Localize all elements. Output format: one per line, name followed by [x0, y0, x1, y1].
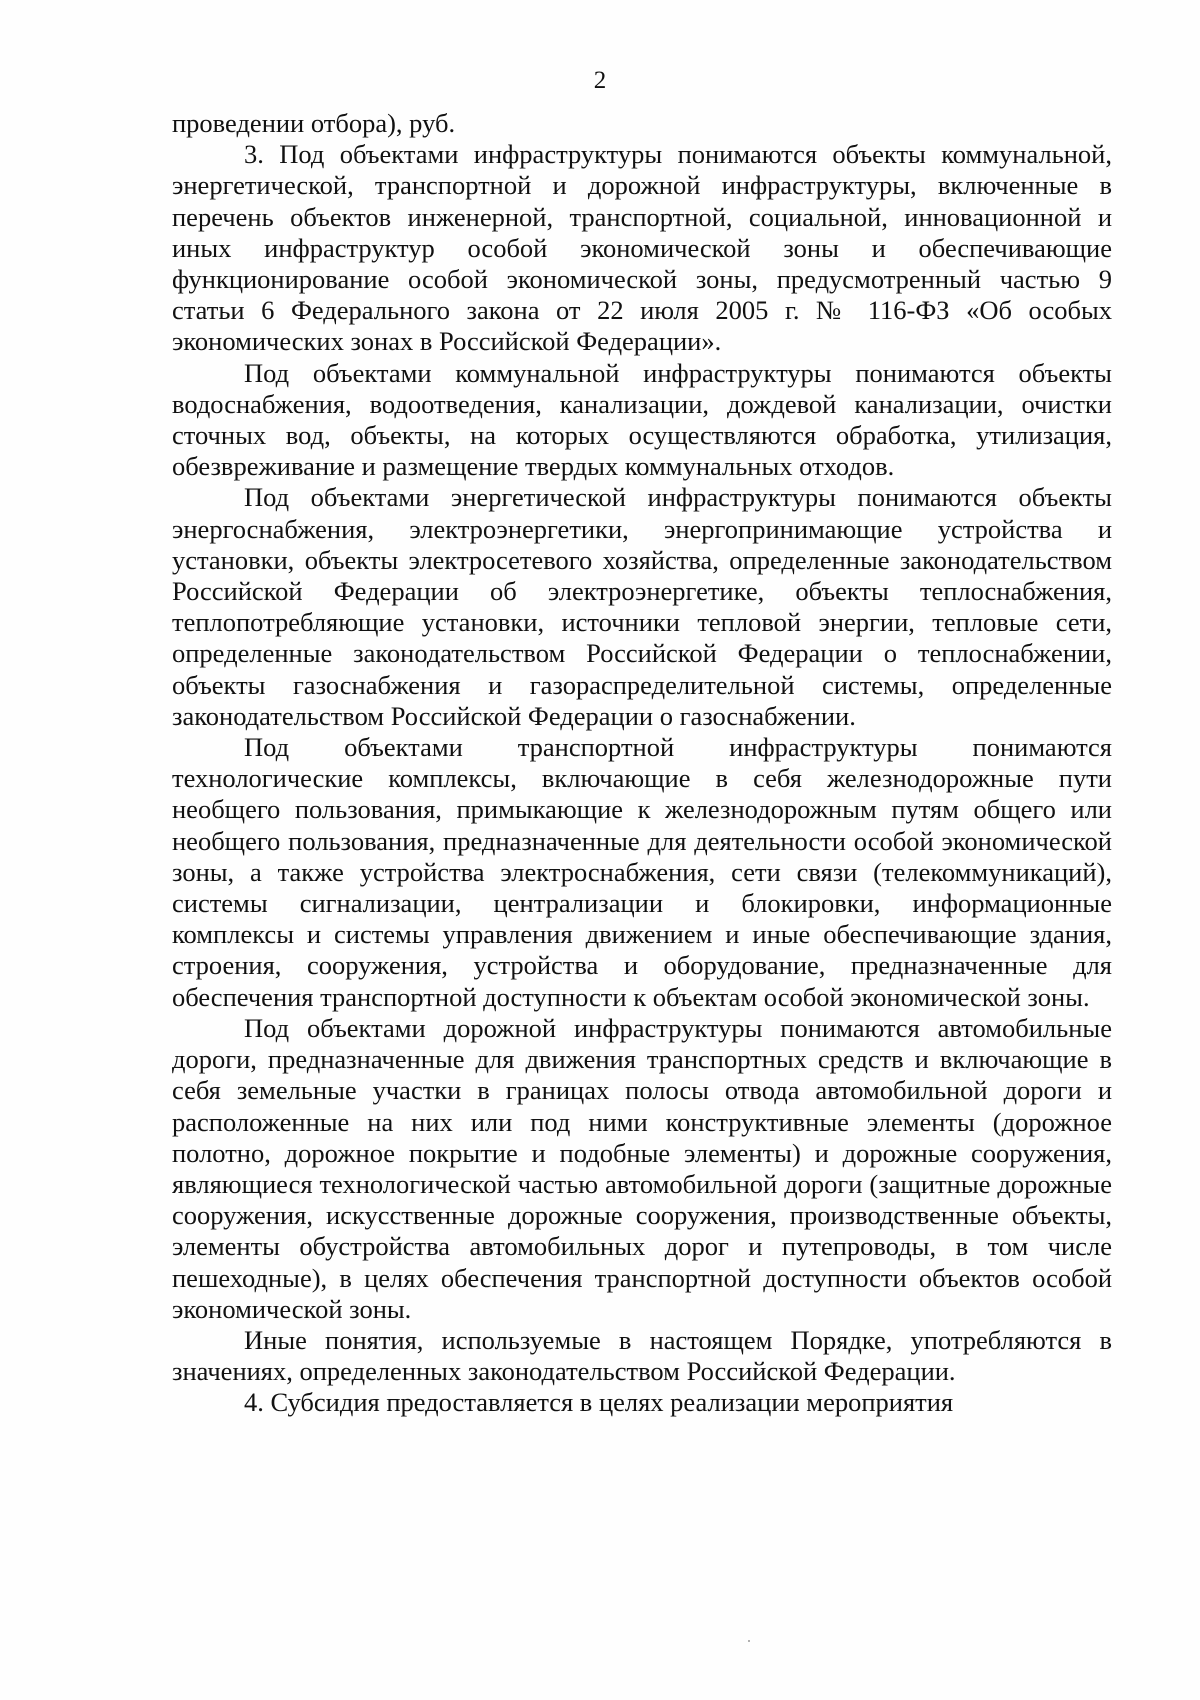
- page-number: 2: [593, 67, 607, 94]
- document-body: [172, 108, 1112, 1419]
- scan-artifact-dot: [748, 1640, 750, 1642]
- paragraph-item-3-infrastructure: 3. Под объектами инфраструктуры понимаются объекты коммунальной, энергетической, транспортной и дорожной инфраструктуры, включенные в перечень объектов инженерной, транспортной, социальной, инновационной и иных инфраструктур особой экономической зоны и обеспечивающие функционирование особой экономической зоны, предусмотренный частью 9 статьи 6 Федерального закона от 22 июля 2005 г. № 116-ФЗ «Об особых экономических зонах в Российской Федерации».: [172, 139, 1112, 357]
- paragraph-item-4-subsidy: 4. Субсидия предоставляется в целях реализации мероприятия: [244, 1387, 954, 1418]
- paragraph-road-infrastructure: Под объектами дорожной инфраструктуры понимаются автомобильные дороги, предназначенные для движения транспортных средств и включающие в себя земельные участки в границах полосы отвода автомобильной дороги и расположенные на них или под ними конструктивные элементы (дорожное полотно, дорожное покрытие и подобные элементы) и дорожные сооружения, являющиеся технологической частью автомобильной дороги (защитные дорожные сооружения, искусственные дорожные сооружения, производственные объекты, элементы обустройства автомобильных дорог и путепроводы, в том числе пешеходные), в целях обеспечения транспортной доступности объектов особой экономической зоны.: [172, 1012, 1112, 1324]
- paragraph-communal-infrastructure: Под объектами коммунальной инфраструктуры понимаются объекты водоснабжения, водоотведения, канализации, дождевой канализации, очистки сточных вод, объекты, на которых осуществляются обработка, утилизация, обезвреживание и размещение твердых коммунальных отходов.: [172, 357, 1112, 482]
- paragraph-transport-infrastructure: Под объектами транспортной инфраструктуры понимаются технологические комплексы, включающие в себя железнодорожные пути необщего пользования, примыкающие к железнодорожным путям общего или необщего пользования, предназначенные для деятельности особой экономической зоны, а также устройства электроснабжения, сети связи (телекоммуникаций), системы сигнализации, централизации и блокировки, информационные комплексы и системы управления движением и иные обеспечивающие здания, строения, сооружения, устройства и оборудование, предназначенные для обеспечения транспортной доступности к объектам особой экономической зоны.: [172, 732, 1112, 1012]
- paragraph-other-terms: Иные понятия, используемые в настоящем Порядке, употребляются в значениях, определенных законодательством Российской Федерации.: [172, 1324, 1112, 1387]
- paragraph-continuation: проведении отбора), руб.: [172, 108, 456, 138]
- paragraph-energy-infrastructure: Под объектами энергетической инфраструктуры понимаются объекты энергоснабжения, электроэнергетики, энергопринимающие устройства и установки, объекты электросетевого хозяйства, определенные законодательством Российской Федерации об электроэнергетике, объекты теплоснабжения, теплопотребляющие установки, источники тепловой энергии, тепловые сети, определенные законодательством Российской Федерации о теплоснабжении, объекты газоснабжения и газораспределительной системы, определенные законодательством Российской Федерации о газоснабжении.: [172, 482, 1112, 731]
